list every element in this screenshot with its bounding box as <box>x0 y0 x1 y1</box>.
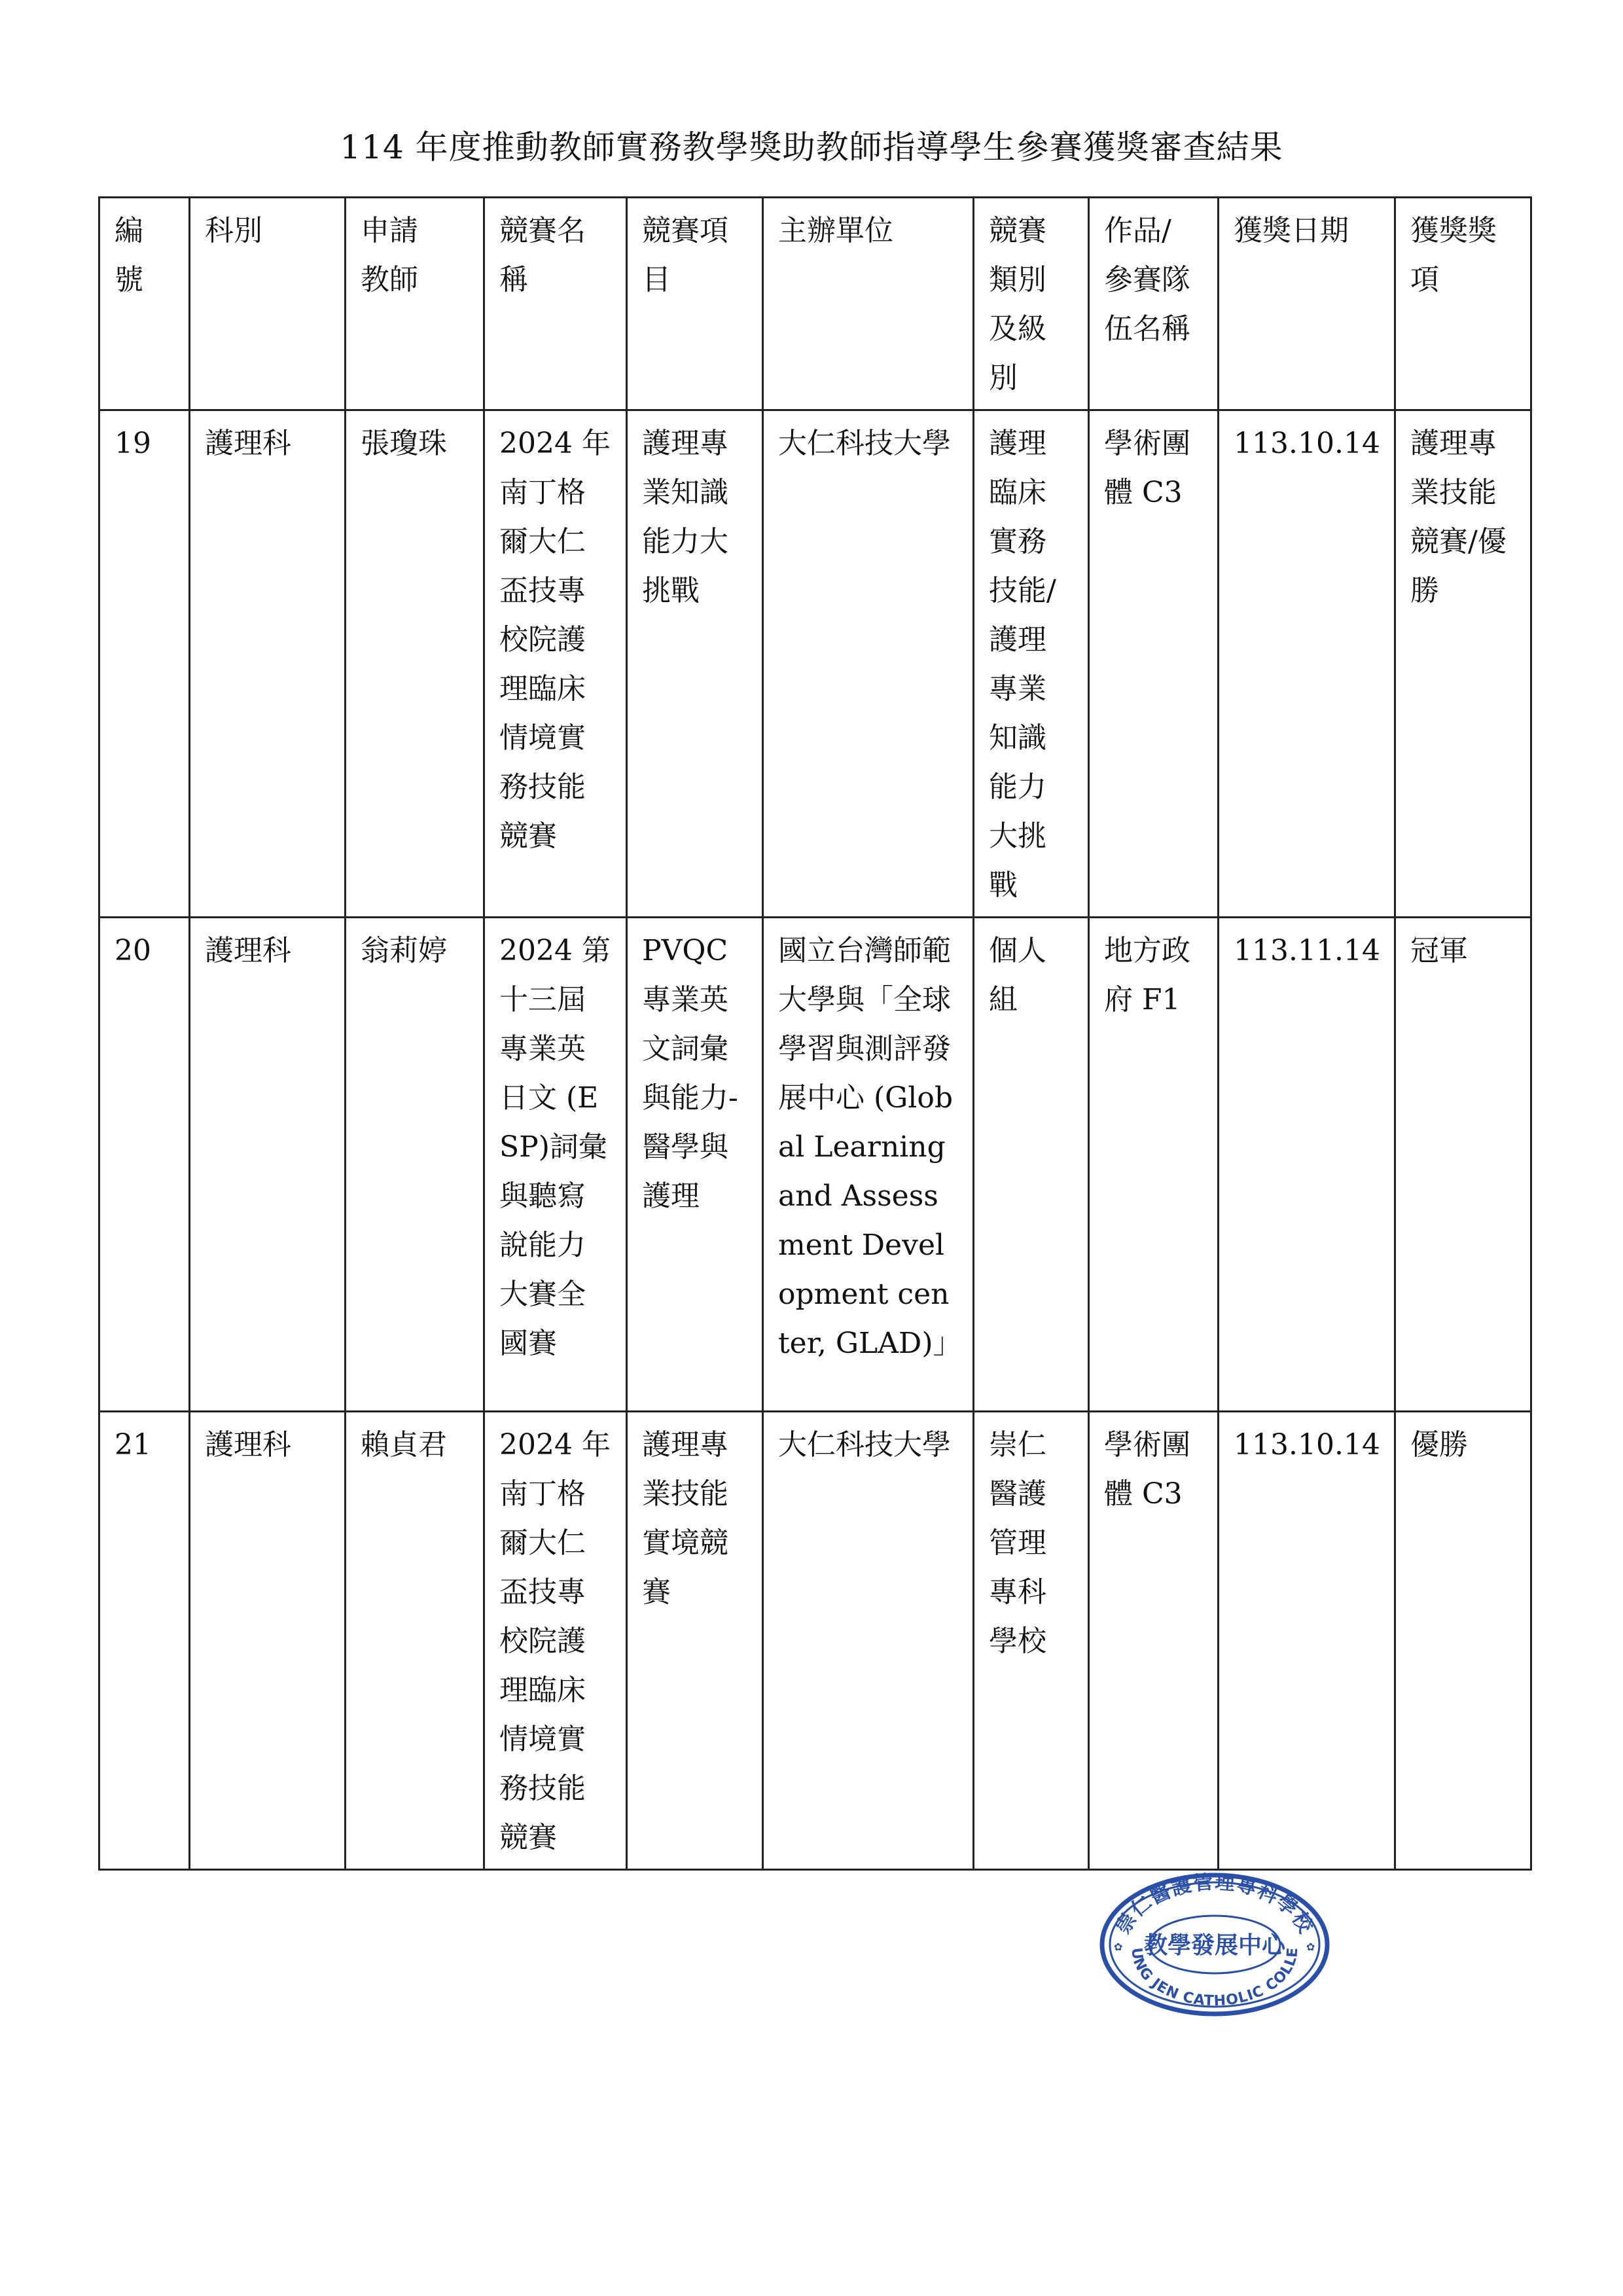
cell-teacher: 翁莉婷 <box>346 918 484 1412</box>
header-award: 獲獎獎 項 <box>1395 198 1531 410</box>
header-organizer: 主辦單位 <box>763 198 974 410</box>
cell-team: 學術團體 C3 <box>1089 410 1219 918</box>
cell-category: 護理臨床實務技能/護理專業知識能力大挑戰 <box>974 410 1089 918</box>
cell-date: 113.10.14 <box>1219 410 1395 918</box>
cell-dept: 護理科 <box>190 1412 346 1870</box>
cell-competition: 2024 年南丁格爾大仁盃技專校院護理臨床情境實務技能競賽 <box>484 410 627 918</box>
cell-award: 冠軍 <box>1395 918 1531 1412</box>
header-team: 作品/ 參賽隊 伍名稱 <box>1089 198 1219 410</box>
results-table <box>98 196 1532 1871</box>
school-seal-stamp <box>1098 1872 1331 2017</box>
cell-organizer: 大仁科技大學 <box>763 410 974 918</box>
header-dept: 科別 <box>190 198 346 410</box>
cell-category: 崇仁醫護管理專科學校 <box>974 1412 1089 1870</box>
cell-organizer: 大仁科技大學 <box>763 1412 974 1870</box>
table-row <box>99 1412 1531 1870</box>
cell-date: 113.11.14 <box>1219 918 1395 1412</box>
seal-top-text: 崇仁醫護管理專科學校 <box>1111 1872 1318 1939</box>
cell-dept: 護理科 <box>190 410 346 918</box>
cell-award: 優勝 <box>1395 1412 1531 1870</box>
seal-bottom-text: UNG JEN CATHOLIC COLLE <box>1128 1946 1302 2010</box>
cell-item: 護理專業知識能力大挑戰 <box>627 410 763 918</box>
cell-dept: 護理科 <box>190 918 346 1412</box>
header-date: 獲獎日期 <box>1219 198 1395 410</box>
table-row <box>99 918 1531 1412</box>
cell-item: PVQC 專業英文詞彙與能力-醫學與護理 <box>627 918 763 1412</box>
cell-category: 個人組 <box>974 918 1089 1412</box>
cell-competition: 2024 第十三屆專業英日文 (ESP)詞彙與聽寫說能力大賽全國賽 <box>484 918 627 1412</box>
cell-teacher: 賴貞君 <box>346 1412 484 1870</box>
seal-star-right-icon: ✿ <box>1306 1941 1315 1953</box>
header-competition: 競賽名 稱 <box>484 198 627 410</box>
cell-competition: 2024 年南丁格爾大仁盃技專校院護理臨床情境實務技能競賽 <box>484 1412 627 1870</box>
cell-organizer: 國立台灣師範大學與「全球學習與測評發展中心 (Global Learning and Assessment Development center, GLAD)」 <box>763 918 974 1412</box>
cell-team: 學術團體 C3 <box>1089 1412 1219 1870</box>
header-teacher: 申請 教師 <box>346 198 484 410</box>
cell-award: 護理專業技能競賽/優勝 <box>1395 410 1531 918</box>
seal-center-text: 教學發展中心 <box>1143 1932 1286 1959</box>
table-header-row <box>99 198 1531 410</box>
cell-no: 19 <box>99 410 190 918</box>
header-category: 競賽 類別 及級 別 <box>974 198 1089 410</box>
cell-no: 20 <box>99 918 190 1412</box>
cell-date: 113.10.14 <box>1219 1412 1395 1870</box>
header-no: 編 號 <box>99 198 190 410</box>
seal-star-left-icon: ✿ <box>1114 1941 1123 1953</box>
cell-item: 護理專業技能實境競賽 <box>627 1412 763 1870</box>
page-title: 114 年度推動教師實務教學獎助教師指導學生參賽獲獎審查結果 <box>340 128 1283 166</box>
cell-no: 21 <box>99 1412 190 1870</box>
cell-team: 地方政府 F1 <box>1089 918 1219 1412</box>
cell-teacher: 張瓊珠 <box>346 410 484 918</box>
table-row <box>99 410 1531 918</box>
header-item: 競賽項 目 <box>627 198 763 410</box>
